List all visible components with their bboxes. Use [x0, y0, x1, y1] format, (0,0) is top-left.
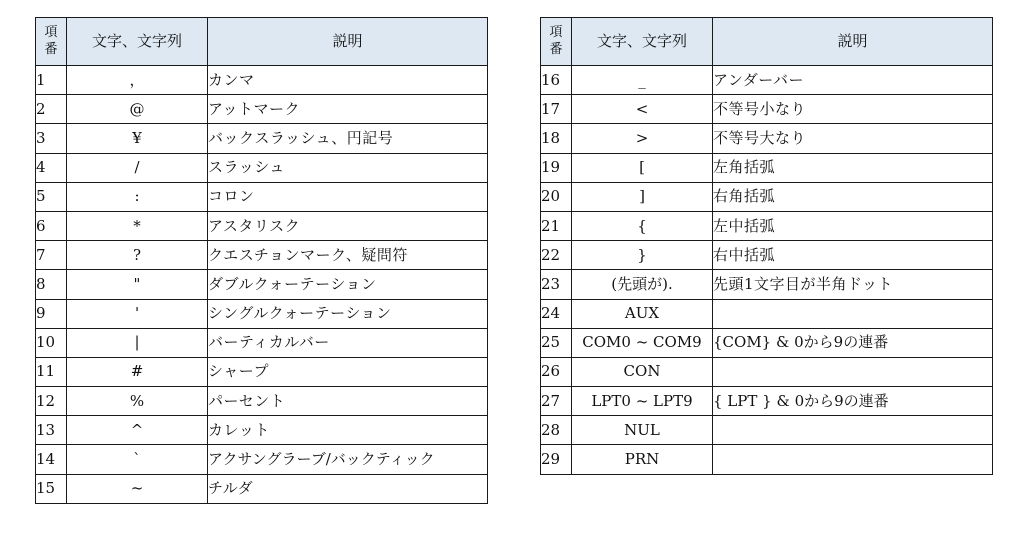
row-description: アットマーク: [208, 95, 488, 124]
row-description: { LPT } & 0から9の連番: [713, 387, 993, 416]
row-symbol: ，: [67, 66, 208, 95]
table-row: [36, 124, 488, 153]
row-number: 13: [36, 416, 67, 445]
row-description: 左角括弧: [713, 153, 993, 182]
table-row: [541, 445, 993, 474]
header-number: [36, 18, 67, 66]
row-symbol: @: [67, 95, 208, 124]
table-row: [36, 357, 488, 386]
row-symbol: ¥: [67, 124, 208, 153]
table-row: [541, 328, 993, 357]
table-row: [541, 357, 993, 386]
row-number: 4: [36, 153, 67, 182]
table-row: [36, 328, 488, 357]
row-description: シャープ: [208, 357, 488, 386]
row-number: 18: [541, 124, 572, 153]
row-number: 16: [541, 66, 572, 95]
row-number: 27: [541, 387, 572, 416]
row-symbol: AUX: [572, 299, 713, 328]
row-description: バーティカルバー: [208, 328, 488, 357]
row-number: 15: [36, 474, 67, 503]
row-description: 不等号小なり: [713, 95, 993, 124]
row-description: [713, 357, 993, 386]
table-row: [36, 387, 488, 416]
row-symbol: COM0 ~ COM9: [572, 328, 713, 357]
row-number: 7: [36, 241, 67, 270]
row-number: 3: [36, 124, 67, 153]
row-description: パーセント: [208, 387, 488, 416]
table-row: [36, 416, 488, 445]
row-number: 5: [36, 182, 67, 211]
table-row: [541, 95, 993, 124]
row-number: 24: [541, 299, 572, 328]
row-symbol: NUL: [572, 416, 713, 445]
row-description: [713, 299, 993, 328]
header-description: 説明: [208, 18, 488, 66]
table-row: [36, 445, 488, 474]
header-characters: 文字、文字列: [67, 18, 208, 66]
row-symbol: %: [67, 387, 208, 416]
header-number-line2: 番: [549, 41, 563, 57]
table-row: [36, 153, 488, 182]
header-number-line2: 番: [44, 41, 58, 57]
row-symbol: ^: [67, 416, 208, 445]
row-number: 1: [36, 66, 67, 95]
row-number: 9: [36, 299, 67, 328]
table-row: [541, 124, 993, 153]
row-symbol: [: [572, 153, 713, 182]
row-symbol: :: [67, 182, 208, 211]
header-characters: 文字、文字列: [572, 18, 713, 66]
row-description: [713, 445, 993, 474]
row-number: 10: [36, 328, 67, 357]
row-symbol: `: [67, 445, 208, 474]
table-row: [541, 241, 993, 270]
right-reserved-chars-table: [540, 17, 993, 475]
row-description: 不等号大なり: [713, 124, 993, 153]
row-symbol: #: [67, 357, 208, 386]
table-row: [36, 182, 488, 211]
row-number: 29: [541, 445, 572, 474]
table-row: [541, 416, 993, 445]
table-row: [36, 241, 488, 270]
table-row: [36, 66, 488, 95]
header-number-line1: 項: [549, 25, 563, 41]
table-row: [541, 299, 993, 328]
row-number: 25: [541, 328, 572, 357]
row-symbol: /: [67, 153, 208, 182]
row-description: チルダ: [208, 474, 488, 503]
row-number: 11: [36, 357, 67, 386]
table-row: [36, 299, 488, 328]
row-description: 右中括弧: [713, 241, 993, 270]
row-description: バックスラッシュ、円記号: [208, 124, 488, 153]
row-symbol: }: [572, 241, 713, 270]
header-description: 説明: [713, 18, 993, 66]
row-number: 12: [36, 387, 67, 416]
row-description: アクサングラーブ/バックティック: [208, 445, 488, 474]
row-description: コロン: [208, 182, 488, 211]
row-symbol: >: [572, 124, 713, 153]
row-symbol: ?: [67, 241, 208, 270]
row-number: 14: [36, 445, 67, 474]
row-symbol: _: [572, 66, 713, 95]
row-symbol: LPT0 ~ LPT9: [572, 387, 713, 416]
row-description: 右角括弧: [713, 182, 993, 211]
header-number: [541, 18, 572, 66]
row-number: 20: [541, 182, 572, 211]
row-number: 6: [36, 211, 67, 240]
table-header-row: [36, 18, 488, 66]
row-symbol: PRN: [572, 445, 713, 474]
row-number: 23: [541, 270, 572, 299]
row-description: カンマ: [208, 66, 488, 95]
row-description: アスタリスク: [208, 211, 488, 240]
row-number: 8: [36, 270, 67, 299]
row-symbol: *: [67, 211, 208, 240]
row-description: シングルクォーテーション: [208, 299, 488, 328]
row-number: 17: [541, 95, 572, 124]
row-symbol: ": [67, 270, 208, 299]
row-number: 19: [541, 153, 572, 182]
table-row: [36, 474, 488, 503]
row-description: [713, 416, 993, 445]
table-row: [36, 95, 488, 124]
row-symbol: ': [67, 299, 208, 328]
row-description: 先頭1文字目が半角ドット: [713, 270, 993, 299]
row-description: アンダーバー: [713, 66, 993, 95]
table-row: [36, 270, 488, 299]
row-number: 21: [541, 211, 572, 240]
row-symbol: |: [67, 328, 208, 357]
table-row: [541, 211, 993, 240]
row-number: 2: [36, 95, 67, 124]
table-header-row: [541, 18, 993, 66]
row-symbol: ~: [67, 474, 208, 503]
table-row: [541, 153, 993, 182]
left-reserved-chars-table: [35, 17, 488, 504]
row-symbol: ]: [572, 182, 713, 211]
row-description: スラッシュ: [208, 153, 488, 182]
row-symbol: {: [572, 211, 713, 240]
row-number: 22: [541, 241, 572, 270]
row-symbol: <: [572, 95, 713, 124]
row-symbol: (先頭が).: [572, 270, 713, 299]
row-description: {COM} & 0から9の連番: [713, 328, 993, 357]
table-row: [541, 270, 993, 299]
table-row: [541, 182, 993, 211]
row-symbol: CON: [572, 357, 713, 386]
row-description: 左中括弧: [713, 211, 993, 240]
row-number: 28: [541, 416, 572, 445]
table-row: [541, 66, 993, 95]
row-description: クエスチョンマーク、疑問符: [208, 241, 488, 270]
row-number: 26: [541, 357, 572, 386]
table-row: [36, 211, 488, 240]
table-row: [541, 387, 993, 416]
row-description: ダブルクォーテーション: [208, 270, 488, 299]
header-number-line1: 項: [44, 25, 58, 41]
row-description: カレット: [208, 416, 488, 445]
